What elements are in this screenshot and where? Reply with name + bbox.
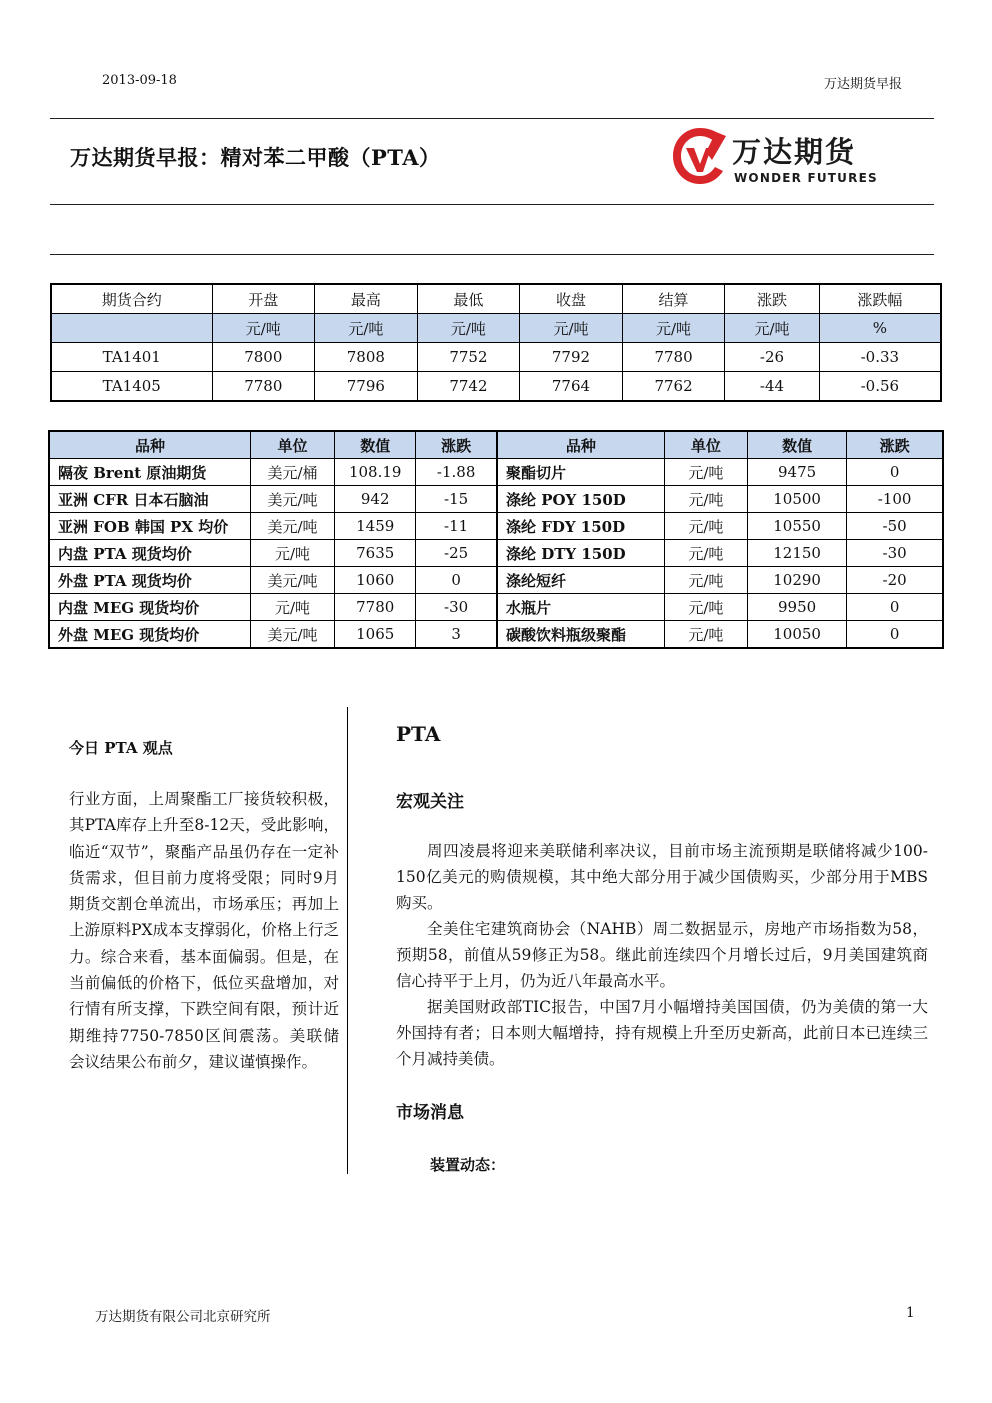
unit-cell: 元/吨 <box>664 540 747 567</box>
logo-name-cn: 万达期货 <box>732 135 857 169</box>
product-name-cell: 外盘 MEG 现货均价 <box>49 621 250 649</box>
change-cell: 0 <box>847 459 943 486</box>
value-cell: 1459 <box>335 513 416 540</box>
change-cell: -20 <box>847 567 943 594</box>
table-cell: TA1405 <box>51 372 212 402</box>
table-cell: 7808 <box>315 343 418 372</box>
page-title: 万达期货早报：精对苯二甲酸（PTA） <box>70 145 441 170</box>
header-cell: 单位 <box>664 431 747 459</box>
change-cell: -50 <box>847 513 943 540</box>
unit-cell: 美元/吨 <box>250 567 334 594</box>
header-cell: 涨跌 <box>725 284 819 314</box>
column-divider <box>347 707 348 1174</box>
table-row <box>49 540 943 567</box>
unit-cell: 元/吨 <box>250 594 334 621</box>
units-row <box>51 314 941 343</box>
table-cell: -44 <box>725 372 819 402</box>
unit-cell: 元/吨 <box>664 621 747 649</box>
futures-table <box>50 283 942 402</box>
unit-cell: 元/吨 <box>622 314 725 343</box>
unit-cell: 元/吨 <box>725 314 819 343</box>
product-name-cell: 涤纶短纤 <box>497 567 664 594</box>
unit-cell <box>51 314 212 343</box>
device-section-title: 装置动态： <box>430 1156 506 1174</box>
change-cell: -25 <box>416 540 497 567</box>
product-name-cell: 内盘 PTA 现货均价 <box>49 540 250 567</box>
change-cell: -30 <box>847 540 943 567</box>
table-cell: -0.56 <box>819 372 941 402</box>
product-name-cell: 聚酯切片 <box>497 459 664 486</box>
unit-cell: 美元/吨 <box>250 621 334 649</box>
table-cell: -0.33 <box>819 343 941 372</box>
table-cell: TA1401 <box>51 343 212 372</box>
product-name-cell: 亚洲 CFR 日本石脑油 <box>49 486 250 513</box>
change-cell: -15 <box>416 486 497 513</box>
table-row <box>49 567 943 594</box>
macro-paragraph: 全美住宅建筑商协会（NAHB）周二数据显示，房地产市场指数为58，预期58，前值从59修正为58。继此前连续四个月增长过后，9月美国建筑商信心持平于上月，仍为近八年最高水平。 <box>396 920 928 990</box>
table-cell: 7780 <box>622 343 725 372</box>
view-title: 今日 PTA 观点 <box>69 739 173 757</box>
unit-cell: 元/吨 <box>212 314 315 343</box>
macro-section-title: 宏观关注 <box>396 792 464 812</box>
table-header-row <box>49 431 943 459</box>
macro-paragraph: 周四凌晨将迎来美联储利率决议，目前市场主流预期是联储将减少100-150亿美元的购债规模，其中绝大部分用于减少国债购买，少部分用于MBS购买。 <box>396 842 928 912</box>
table-cell: 7796 <box>315 372 418 402</box>
table-row <box>49 513 943 540</box>
unit-cell: 元/吨 <box>250 540 334 567</box>
value-cell: 1060 <box>335 567 416 594</box>
table-cell: 7764 <box>520 372 623 402</box>
product-name-cell: 涤纶 FDY 150D <box>497 513 664 540</box>
report-name: 万达期货早报 <box>823 77 902 92</box>
header-cell: 数值 <box>335 431 416 459</box>
footer-company: 万达期货有限公司北京研究所 <box>95 1309 271 1325</box>
logo-mark-icon <box>670 126 728 188</box>
value-cell: 10550 <box>748 513 847 540</box>
header-cell: 结算 <box>622 284 725 314</box>
unit-cell: 元/吨 <box>664 513 747 540</box>
unit-cell: % <box>819 314 941 343</box>
view-body: 行业方面，上周聚酯工厂接货较积极，其PTA库存上升至8-12天，受此影响，临近“双节”，聚酯产品虽仍存在一定补货需求，但目前力度将受限；同时9月期货交割仓单流出，市场承压；再加上上游原料PX成本支撑弱化，价格上行乏力。综合来看，基本面偏弱。但是，在当前偏低的价格下，低位买盘增加，对行情有所支撑，下跌空间有限，预计近期维持7750-7850区间震荡。美联储会议结果公布前夕，建议谨慎操作。 <box>69 790 339 1071</box>
page-number: 1 <box>906 1305 915 1321</box>
table-cell: 7762 <box>622 372 725 402</box>
market-section-title: 市场消息 <box>396 1103 464 1123</box>
macro-section-body <box>396 838 928 1072</box>
header-cell: 期货合约 <box>51 284 212 314</box>
table-cell: 7752 <box>417 343 520 372</box>
header-cell: 开盘 <box>212 284 315 314</box>
header-cell: 单位 <box>250 431 334 459</box>
product-name-cell: 隔夜 Brent 原油期货 <box>49 459 250 486</box>
table-row <box>51 343 941 372</box>
unit-cell: 美元/桶 <box>250 459 334 486</box>
table-cell: 7780 <box>212 372 315 402</box>
table-row <box>51 372 941 402</box>
value-cell: 1065 <box>335 621 416 649</box>
article-heading: PTA <box>396 722 441 746</box>
unit-cell: 元/吨 <box>315 314 418 343</box>
section-rule <box>50 254 934 255</box>
value-cell: 10290 <box>748 567 847 594</box>
unit-cell: 美元/吨 <box>250 513 334 540</box>
header-cell: 最低 <box>417 284 520 314</box>
logo-name-en: WONDER FUTURES <box>734 171 878 185</box>
header-cell: 数值 <box>748 431 847 459</box>
value-cell: 7780 <box>335 594 416 621</box>
value-cell: 9475 <box>748 459 847 486</box>
header-cell: 涨跌幅 <box>819 284 941 314</box>
table-row <box>49 486 943 513</box>
title-rule <box>50 204 934 205</box>
header-cell: 品种 <box>497 431 664 459</box>
change-cell: -30 <box>416 594 497 621</box>
header-cell: 最高 <box>315 284 418 314</box>
change-cell: 3 <box>416 621 497 649</box>
unit-cell: 元/吨 <box>664 594 747 621</box>
table-row <box>49 621 943 649</box>
product-name-cell: 水瓶片 <box>497 594 664 621</box>
change-cell: 0 <box>847 621 943 649</box>
table-row <box>49 594 943 621</box>
header-rule <box>50 118 934 119</box>
value-cell: 10500 <box>748 486 847 513</box>
value-cell: 942 <box>335 486 416 513</box>
unit-cell: 元/吨 <box>664 486 747 513</box>
product-name-cell: 碳酸饮料瓶级聚酯 <box>497 621 664 649</box>
header-cell: 品种 <box>49 431 250 459</box>
change-cell: -1.88 <box>416 459 497 486</box>
header-cell: 涨跌 <box>416 431 497 459</box>
table-row <box>49 459 943 486</box>
table-cell: 7792 <box>520 343 623 372</box>
value-cell: 9950 <box>748 594 847 621</box>
change-cell: -100 <box>847 486 943 513</box>
product-name-cell: 涤纶 DTY 150D <box>497 540 664 567</box>
header-cell: 涨跌 <box>847 431 943 459</box>
product-name-cell: 亚洲 FOB 韩国 PX 均价 <box>49 513 250 540</box>
unit-cell: 美元/吨 <box>250 486 334 513</box>
product-name-cell: 外盘 PTA 现货均价 <box>49 567 250 594</box>
table-cell: -26 <box>725 343 819 372</box>
product-name-cell: 涤纶 POY 150D <box>497 486 664 513</box>
value-cell: 7635 <box>335 540 416 567</box>
table-header-row <box>51 284 941 314</box>
company-logo <box>670 126 880 188</box>
change-cell: 0 <box>847 594 943 621</box>
macro-paragraph: 据美国财政部TIC报告，中国7月小幅增持美国国债，仍为美债的第一大外国持有者；日本则大幅增持，持有规模上升至历史新高，此前日本已连续三个月减持美债。 <box>396 998 928 1068</box>
table-cell: 7742 <box>417 372 520 402</box>
report-date: 2013-09-18 <box>102 73 177 88</box>
spot-price-table <box>48 430 944 649</box>
value-cell: 10050 <box>748 621 847 649</box>
change-cell: 0 <box>416 567 497 594</box>
value-cell: 108.19 <box>335 459 416 486</box>
unit-cell: 元/吨 <box>664 459 747 486</box>
unit-cell: 元/吨 <box>664 567 747 594</box>
unit-cell: 元/吨 <box>417 314 520 343</box>
change-cell: -11 <box>416 513 497 540</box>
header-cell: 收盘 <box>520 284 623 314</box>
product-name-cell: 内盘 MEG 现货均价 <box>49 594 250 621</box>
unit-cell: 元/吨 <box>520 314 623 343</box>
table-cell: 7800 <box>212 343 315 372</box>
value-cell: 12150 <box>748 540 847 567</box>
